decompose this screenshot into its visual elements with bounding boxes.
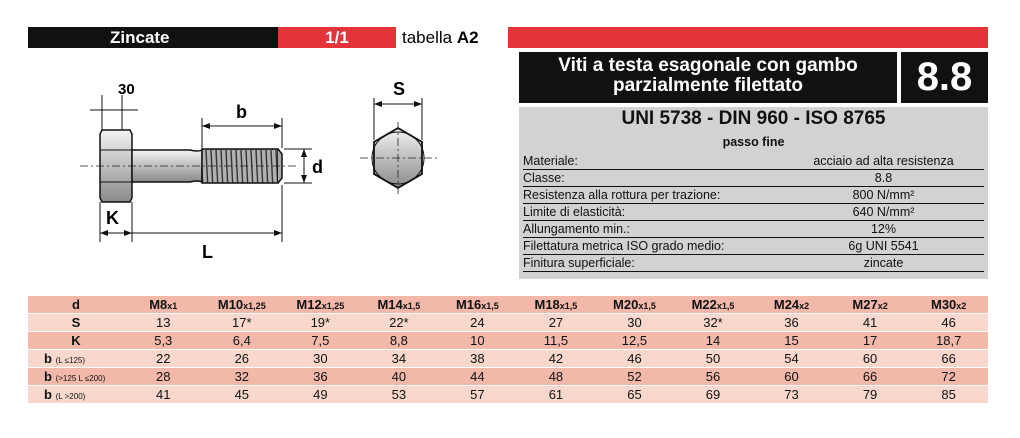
size-main: M18 <box>534 297 560 312</box>
dim-30-label: 30 <box>118 81 135 98</box>
table-cell: 8,8 <box>360 332 439 350</box>
table-cell: 32* <box>674 314 753 332</box>
table-cell: 10 <box>438 332 517 350</box>
spec-label: Finitura superficiale: <box>523 256 635 270</box>
table-cell: 24 <box>438 314 517 332</box>
size-main: M24 <box>773 297 800 312</box>
size-pitch: x1,5 <box>638 301 656 311</box>
table-row <box>28 332 988 350</box>
size-header <box>752 296 831 314</box>
row-label-symbol: S <box>71 315 81 330</box>
spec-value: acciaio ad alta resistenza <box>813 154 954 168</box>
top-bar-filler <box>508 27 988 48</box>
table-header-row <box>28 296 988 314</box>
spec-label: Resistenza alla rottura per trazione: <box>523 188 721 202</box>
size-pitch: x1,5 <box>716 301 735 311</box>
spec-label: Limite di elasticità: <box>523 205 626 219</box>
spec-row <box>523 255 984 272</box>
table-cell: 41 <box>124 386 203 404</box>
row-label <box>28 314 124 332</box>
size-main: M12 <box>296 297 322 312</box>
table-cell: 54 <box>752 350 831 368</box>
bolt-side-view <box>80 81 323 262</box>
page-indicator: 1/1 <box>278 27 396 48</box>
table-cell: 14 <box>674 332 753 350</box>
row-label <box>28 386 124 404</box>
row-label-symbol: b <box>44 351 52 366</box>
table-cell: 18,7 <box>909 332 988 350</box>
spec-value: 8.8 <box>874 171 893 185</box>
table-cell: 44 <box>438 368 517 386</box>
spec-label: Filettatura metrica ISO grado medio: <box>523 239 725 253</box>
size-header <box>438 296 517 314</box>
table-cell: 19* <box>281 314 360 332</box>
table-prefix: tabella <box>402 28 453 47</box>
table-cell: 26 <box>203 350 282 368</box>
size-main: M30 <box>931 297 957 312</box>
table-cell: 30 <box>281 350 360 368</box>
table-cell: 36 <box>752 314 831 332</box>
dim-b-label: b <box>236 102 247 122</box>
table-cell: 38 <box>438 350 517 368</box>
table-cell: 46 <box>595 350 674 368</box>
table-cell: 49 <box>281 386 360 404</box>
table-cell: 7,5 <box>281 332 360 350</box>
row-label-symbol: b <box>44 369 52 384</box>
table-cell: 60 <box>831 350 910 368</box>
spec-panel <box>519 107 988 279</box>
title-line-2: parzialmente filettato <box>612 75 804 96</box>
top-bar <box>28 27 988 48</box>
table-cell: 41 <box>831 314 910 332</box>
spec-row <box>523 187 984 204</box>
row-condition: (L >200) <box>55 392 86 401</box>
size-header <box>517 296 596 314</box>
size-main: M22 <box>691 297 717 312</box>
size-header <box>281 296 360 314</box>
table-cell: 13 <box>124 314 203 332</box>
table-cell: 17 <box>831 332 910 350</box>
row-label-symbol: K <box>71 333 81 348</box>
size-pitch: x1 <box>167 301 178 311</box>
row-condition: (L ≤125) <box>55 356 86 365</box>
bolt-end-view <box>360 79 438 196</box>
table-cell: 52 <box>595 368 674 386</box>
dim-d-label: d <box>312 157 323 177</box>
spec-value: 640 N/mm² <box>852 205 915 219</box>
table-cell: 66 <box>909 350 988 368</box>
table-cell: 69 <box>674 386 753 404</box>
table-cell: 65 <box>595 386 674 404</box>
table-cell: 50 <box>674 350 753 368</box>
table-cell: 27 <box>517 314 596 332</box>
bolt-drawing <box>60 70 460 270</box>
table-cell: 40 <box>360 368 439 386</box>
size-pitch: x2 <box>877 301 888 311</box>
size-pitch: x1,5 <box>481 301 499 311</box>
table-cell: 42 <box>517 350 596 368</box>
table-id: A2 <box>456 28 479 47</box>
table-cell: 46 <box>909 314 988 332</box>
table-cell: 85 <box>909 386 988 404</box>
dim-K-label: K <box>106 208 119 228</box>
table-cell: 61 <box>517 386 596 404</box>
table-cell: 73 <box>752 386 831 404</box>
size-pitch: x2 <box>799 301 810 311</box>
spec-row <box>523 238 984 255</box>
spec-value: zincate <box>863 256 904 270</box>
table-cell: 57 <box>438 386 517 404</box>
size-header <box>124 296 203 314</box>
table-cell: 72 <box>909 368 988 386</box>
row-label <box>28 350 124 368</box>
spec-value: 800 N/mm² <box>852 188 915 202</box>
table-cell: 32 <box>203 368 282 386</box>
table-cell: 36 <box>281 368 360 386</box>
size-main: M16 <box>455 297 482 312</box>
size-header <box>203 296 282 314</box>
row-label-symbol: b <box>44 387 52 402</box>
size-main: M10 <box>217 297 244 312</box>
size-header <box>674 296 753 314</box>
table-cell: 45 <box>203 386 282 404</box>
title-line-1: Viti a testa esagonale con gambo <box>558 55 858 76</box>
table-row <box>28 350 988 368</box>
row-label <box>28 332 124 350</box>
table-cell: 12,5 <box>595 332 674 350</box>
table-cell: 60 <box>752 368 831 386</box>
spec-label: Classe: <box>523 171 565 185</box>
row-label <box>28 368 124 386</box>
table-cell: 22* <box>360 314 439 332</box>
size-main: M8 <box>149 297 168 312</box>
size-header <box>909 296 988 314</box>
table-cell: 22 <box>124 350 203 368</box>
size-header <box>360 296 439 314</box>
pitch-subtitle: passo fine <box>722 135 785 149</box>
header-label: d <box>28 296 124 314</box>
class-badge: 8.8 <box>901 52 988 103</box>
table-cell: 34 <box>360 350 439 368</box>
spec-value: 6g UNI 5541 <box>848 239 919 253</box>
size-main: M14 <box>377 297 403 312</box>
spec-label: Allungamento min.: <box>523 222 631 236</box>
table-cell: 15 <box>752 332 831 350</box>
spec-row <box>523 221 984 238</box>
spec-value: 12% <box>870 222 897 236</box>
table-row <box>28 314 988 332</box>
product-title <box>519 52 897 103</box>
table-cell: 48 <box>517 368 596 386</box>
table-cell: 5,3 <box>124 332 203 350</box>
size-pitch: x1,25 <box>243 301 266 311</box>
dim-S-label: S <box>393 79 406 99</box>
table-cell: 6,4 <box>203 332 282 350</box>
size-pitch: x2 <box>956 301 967 311</box>
spec-row <box>523 153 984 170</box>
row-condition: (>125 L ≤200) <box>55 374 106 383</box>
size-header <box>595 296 674 314</box>
table-cell: 17* <box>203 314 282 332</box>
table-row <box>28 386 988 404</box>
dim-L-label: L <box>202 242 213 262</box>
table-cell: 30 <box>595 314 674 332</box>
table-cell: 66 <box>831 368 910 386</box>
size-pitch: x1,5 <box>402 301 421 311</box>
finish-label: Zincate <box>28 27 278 48</box>
size-header <box>831 296 910 314</box>
table-label <box>396 27 508 48</box>
spec-row <box>523 170 984 187</box>
standards-title: UNI 5738 - DIN 960 - ISO 8765 <box>621 108 886 129</box>
table-cell: 79 <box>831 386 910 404</box>
table-row <box>28 368 988 386</box>
spec-label: Materiale: <box>523 154 578 168</box>
size-main: M20 <box>613 297 639 312</box>
size-pitch: x1,5 <box>559 301 578 311</box>
dimensions-table <box>28 296 988 404</box>
table-cell: 53 <box>360 386 439 404</box>
table-cell: 11,5 <box>517 332 596 350</box>
size-main: M27 <box>852 297 878 312</box>
size-pitch: x1,25 <box>321 301 345 311</box>
spec-row <box>523 204 984 221</box>
table-cell: 56 <box>674 368 753 386</box>
table-cell: 28 <box>124 368 203 386</box>
